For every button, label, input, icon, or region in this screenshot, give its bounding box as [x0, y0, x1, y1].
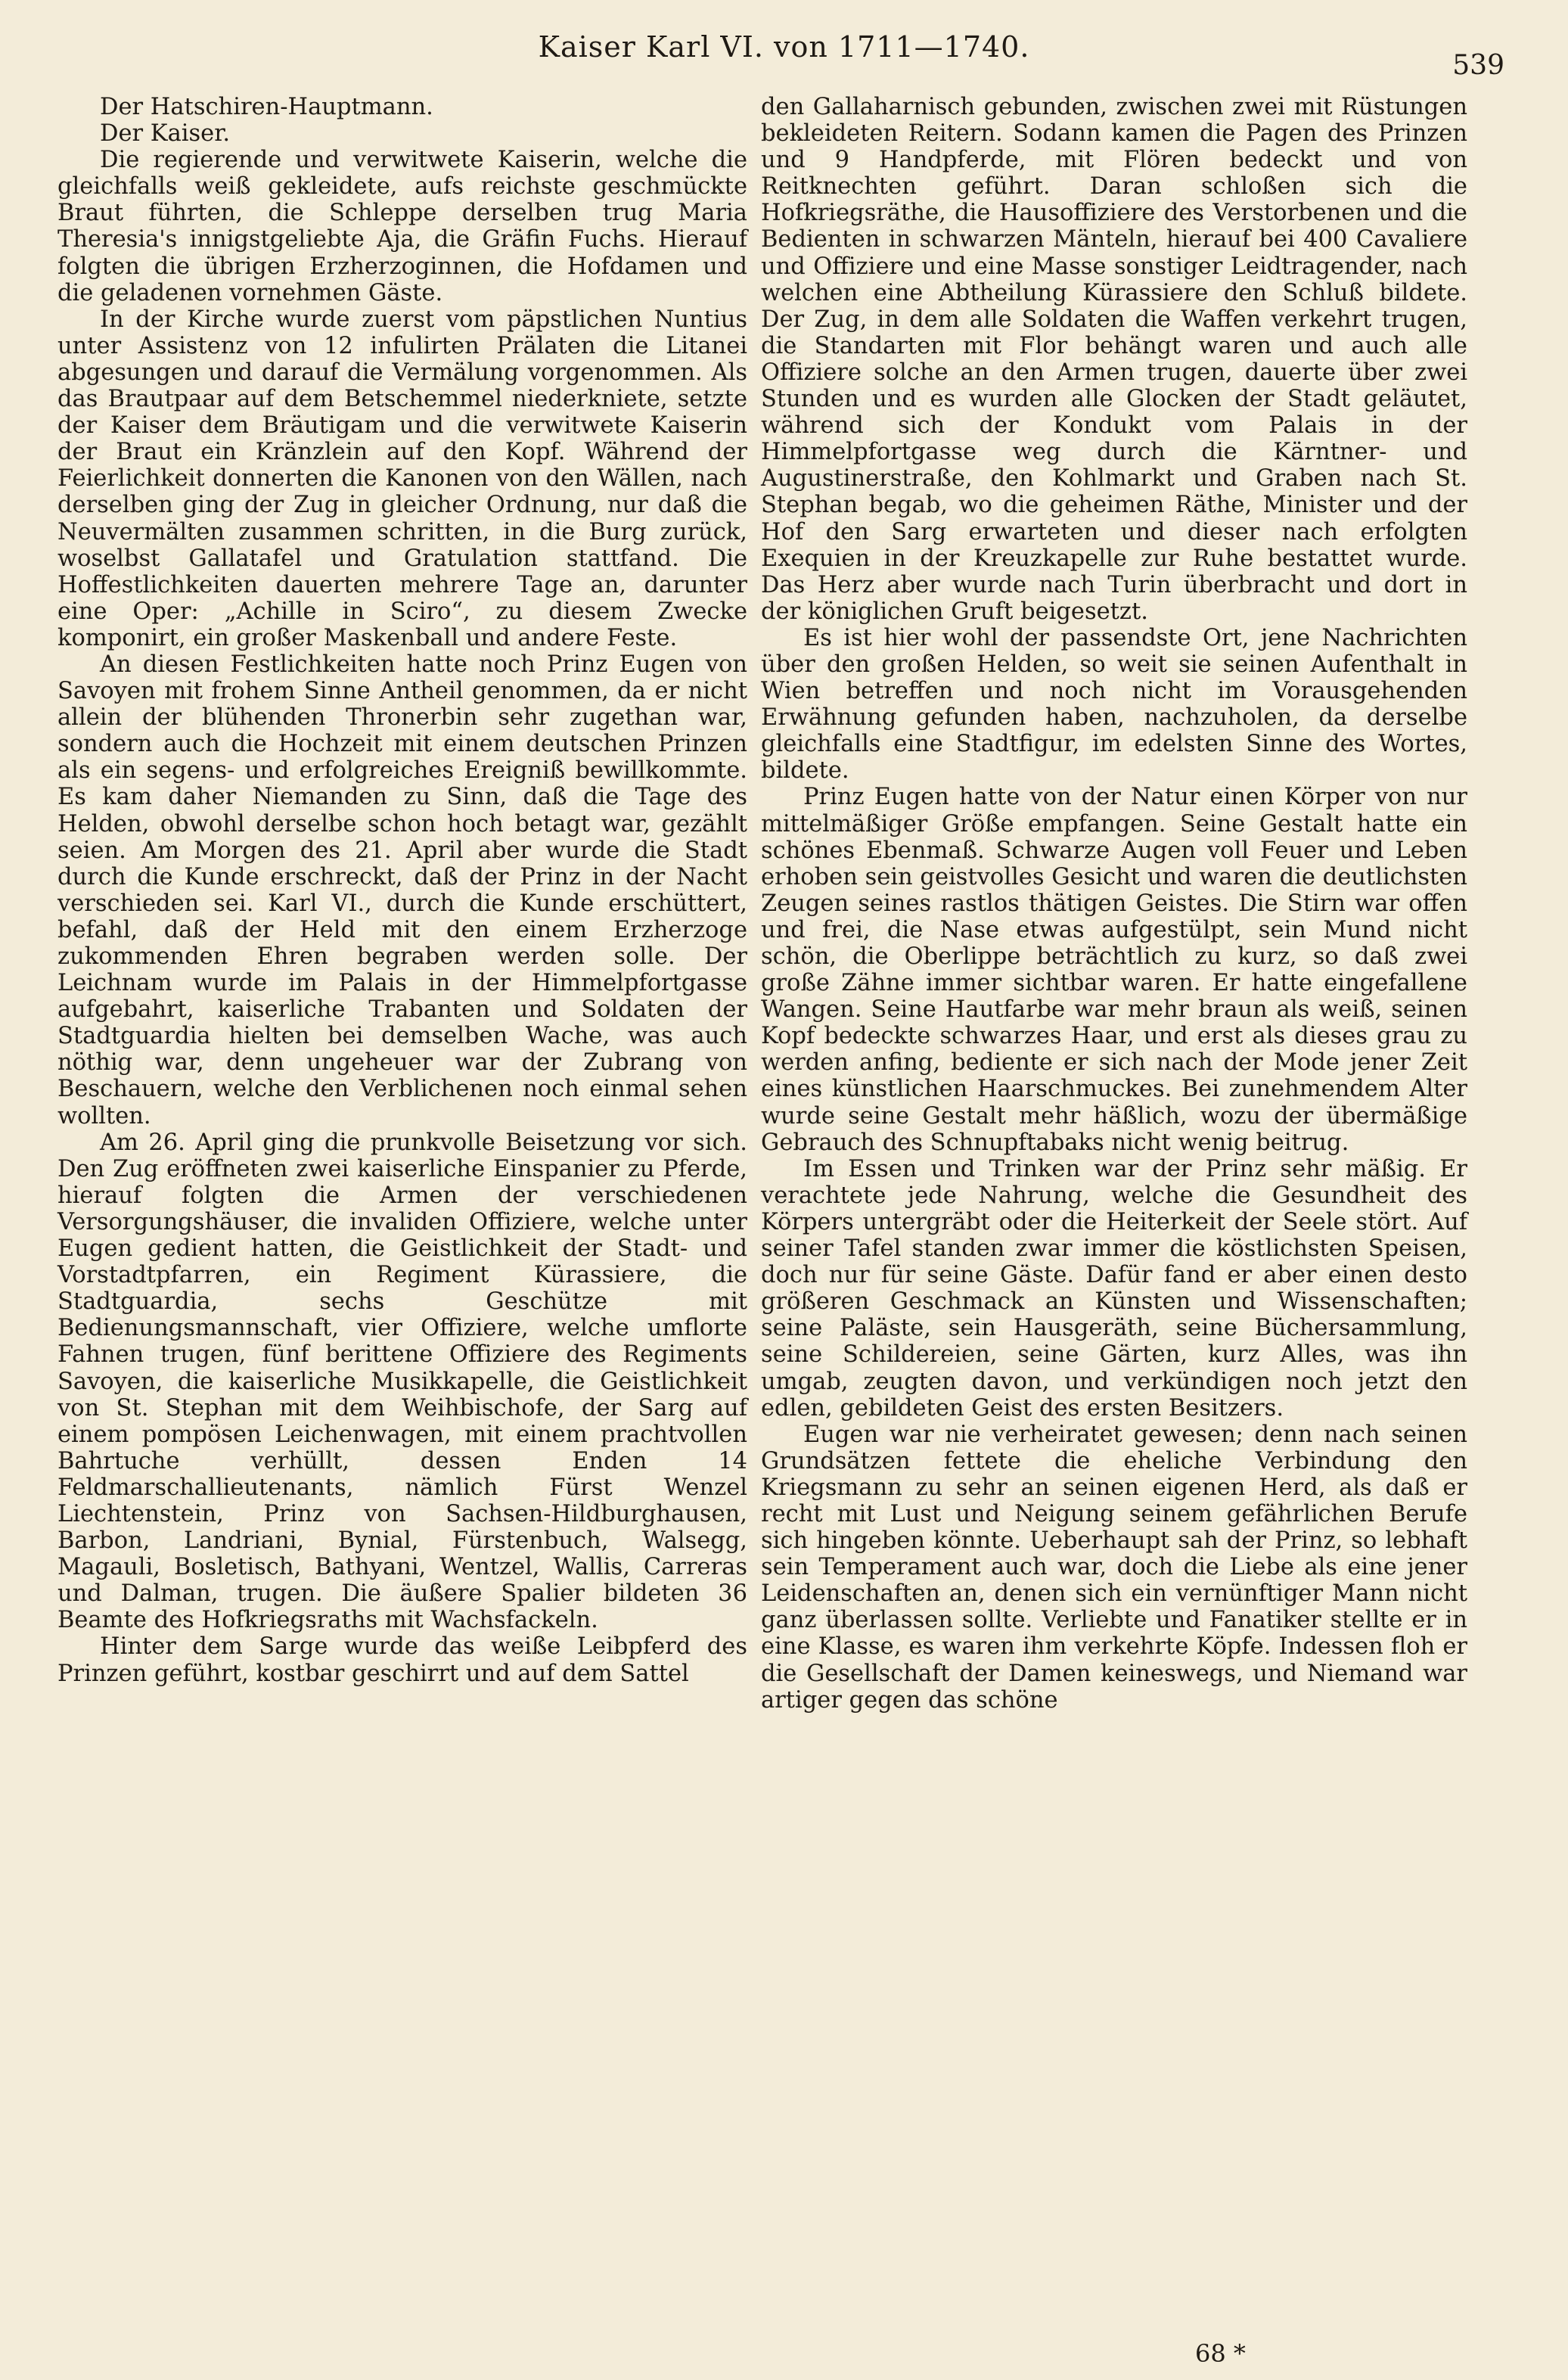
paragraph: Eugen war nie verheiratet gewesen; denn nach seinen Grundsätzen fettete die eheliche Verbindung den Kriegsmann zu sehr an seinen eigenen Herd, als daß er recht mit Lust und Neigung seinem gefährlichen Berufe sich hingeben könnte. Ueberhaupt sah der Prinz, so lebhaft sein Temperament auch war, doch die Liebe als eine jener Leidenschaften an, denen sich ein vernünftiger Mann nicht ganz überlassen sollte. Verliebte und Fanatiker stellte er in eine Klasse, es waren ihm verkehrte Köpfe. Indessen floh er die Gesellschaft der Damen keineswegs, und Niemand war artiger gegen das schöne — [761, 1421, 1467, 1714]
paragraph: Am 26. April ging die prunkvolle Beisetzung vor sich. Den Zug eröffneten zwei kaiserliche Einspanier zu Pferde, hierauf folgten die Armen der verschiedenen Versorgungshäuser, die invaliden Offiziere, welche unter Eugen gedient hatten, die Geistlichkeit der Stadt- und Vorstadtpfarren, ein Regiment Kürassiere, die Stadtguardia, sechs Geschütze mit Bedienungsmannschaft, vier Offiziere, welche umflorte Fahnen trugen, fünf berittene Offiziere des Regiments Savoyen, die kaiserliche Musikkapelle, die Geistlichkeit von St. Stephan mit dem Weihbischofe, der Sarg auf einem pompösen Leichenwagen, mit einem prachtvollen Bahrtuche verhüllt, dessen Enden 14 Feldmarschallieutenants, nämlich Fürst Wenzel Liechtenstein, Prinz von Sachsen-Hildburghausen, Barbon, Landriani, Bynial, Fürstenbuch, Walsegg, Magauli, Bosletisch, Bathyani, Wentzel, Wallis, Carreras und Dalman, trugen. Die äußere Spalier bildeten 36 Beamte des Hofkriegsraths mit Wachsfackeln. — [57, 1129, 747, 1634]
page-number: 539 — [1452, 50, 1504, 81]
paragraph: In der Kirche wurde zuerst vom päpstlichen Nuntius unter Assistenz von 12 infulirten Prälaten die Litanei abgesungen und darauf die Vermälung vorgenommen. Als das Brautpaar auf dem Betschemmel niederkniete, setzte der Kaiser dem Bräutigam und die verwitwete Kaiserin der Braut ein Kränzlein auf den Kopf. Während der Feierlichkeit donnerten die Kanonen von den Wällen, nach derselben ging der Zug in gleicher Ordnung, nur daß die Neuvermälten zusammen schritten, in die Burg zurück, woselbst Gallatafel und Gratulation stattfand. Die Hoffestlichkeiten dauerten mehrere Tage an, darunter eine Oper: „Achille in Sciro“, zu diesem Zwecke komponirt, ein großer Maskenball und andere Feste. — [57, 306, 747, 651]
paragraph: Es ist hier wohl der passendste Ort, jene Nachrichten über den großen Helden, so weit sie seinen Aufenthalt in Wien betreffen und noch nicht im Vorausgehenden Erwähnung gefunden haben, nachzuholen, da derselbe gleichfalls eine Stadtfigur, im edelsten Sinne des Wortes, bildete. — [761, 624, 1467, 785]
right-column — [761, 94, 1467, 1714]
running-title: Kaiser Karl VI. von 1711—1740. — [538, 30, 1030, 64]
left-column — [57, 94, 747, 1687]
paragraph: Der Hatschiren-Hauptmann. — [100, 94, 433, 120]
page-header — [0, 20, 1568, 80]
paragraph: Die regierende und verwitwete Kaiserin, welche die gleichfalls weiß gekleidete, aufs reichste geschmückte Braut führten, die Schleppe derselben trug Maria Theresia's innigstgeliebte Aja, die Gräfin Fuchs. Hierauf folgten die übrigen Erzherzoginnen, die Hofdamen und die geladenen vornehmen Gäste. — [57, 147, 747, 306]
paragraph: den Gallaharnisch gebunden, zwischen zwei mit Rüstungen bekleideten Reitern. Sodann kamen die Pagen des Prinzen und 9 Handpferde, mit Flören bedeckt und von Reitknechten geführt. Daran schloßen sich die Hofkriegsräthe, die Hausoffiziere des Verstorbenen und die Bedienten in schwarzen Mänteln, hierauf bei 400 Cavaliere und Offiziere und eine Masse sonstiger Leidtragender, nach welchen eine Abtheilung Kürassiere den Schluß bildete. Der Zug, in dem alle Soldaten die Waffen verkehrt trugen, die Standarten mit Flor behängt waren und auch alle Offiziere solche an den Armen trugen, dauerte über zwei Stunden und es wurden alle Glocken der Stadt geläutet, während sich der Kondukt vom Palais in der Himmelpfortgasse weg durch die Kärntner- und Augustinerstraße, den Kohlmarkt und Graben nach St. Stephan begab, wo die geheimen Räthe, Minister und der Hof den Sarg erwarteten und dieser nach erfolgten Exequien in der Kreuzkapelle zur Ruhe bestattet wurde. Das Herz aber wurde nach Turin überbracht und dort in der königlichen Gruft beigesetzt. — [761, 94, 1467, 625]
paragraph: An diesen Festlichkeiten hatte noch Prinz Eugen von Savoyen mit frohem Sinne Antheil genommen, da er nicht allein der blühenden Thronerbin sehr zugethan war, sondern auch die Hochzeit mit einem deutschen Prinzen als ein segens- und erfolgreiches Ereigniß bewillkommte. Es kam daher Niemanden zu Sinn, daß die Tage des Helden, obwohl derselbe schon hoch betagt war, gezählt seien. Am Morgen des 21. April aber wurde die Stadt durch die Kunde erschreckt, daß der Prinz in der Nacht verschieden sei. Karl VI., durch die Kunde erschüttert, befahl, daß der Held mit den einem Erzherzoge zukommenden Ehren begraben werden solle. Der Leichnam wurde im Palais in der Himmelpfortgasse aufgebahrt, kaiserliche Trabanten und Soldaten der Stadtguardia hielten bei demselben Wache, was auch nöthig war, denn ungeheuer war der Zubrang von Beschauern, welche den Verblichenen noch einmal sehen wollten. — [57, 651, 747, 1129]
paragraph: Der Kaiser. — [100, 120, 231, 148]
signature-mark: 68 * — [1195, 2339, 1246, 2368]
paragraph: Im Essen und Trinken war der Prinz sehr mäßig. Er verachtete jede Nahrung, welche die Gesundheit des Körpers untergräbt oder die Heiterkeit der Seele stört. Auf seiner Tafel standen zwar immer die köstlichsten Speisen, doch nur für seine Gäste. Dafür fand er aber einen desto größeren Geschmack an Künsten und Wissenschaften; seine Paläste, sein Hausgeräth, seine Büchersammlung, seine Schildereien, seine Gärten, kurz Alles, was ihn umgab, zeugten davon, und verkündigen noch jetzt den edlen, gebildeten Geist des ersten Besitzers. — [761, 1155, 1467, 1421]
paragraph: Hinter dem Sarge wurde das weiße Leibpferd des Prinzen geführt, kostbar geschirrt und auf dem Sattel — [57, 1633, 747, 1687]
paragraph: Prinz Eugen hatte von der Natur einen Körper von nur mittelmäßiger Größe empfangen. Seine Gestalt hatte ein schönes Ebenmaß. Schwarze Augen voll Feuer und Leben erhoben sein geistvolles Gesicht und waren die deutlichsten Zeugen seines rastlos thätigen Geistes. Die Stirn war offen und frei, die Nase etwas aufgestülpt, sein Mund nicht schön, die Oberlippe beträchtlich zu kurz, so daß zwei große Zähne immer sichtbar waren. Er hatte eingefallene Wangen. Seine Hautfarbe war mehr braun als weiß, seinen Kopf bedeckte schwarzes Haar, und erst als dieses grau zu werden anfing, bediente er sich nach der Mode jener Zeit eines künstlichen Haarschmuckes. Bei zunehmendem Alter wurde seine Gestalt mehr häßlich, wozu der übermäßige Gebrauch des Schnupftabaks nicht wenig beitrug. — [761, 784, 1467, 1156]
